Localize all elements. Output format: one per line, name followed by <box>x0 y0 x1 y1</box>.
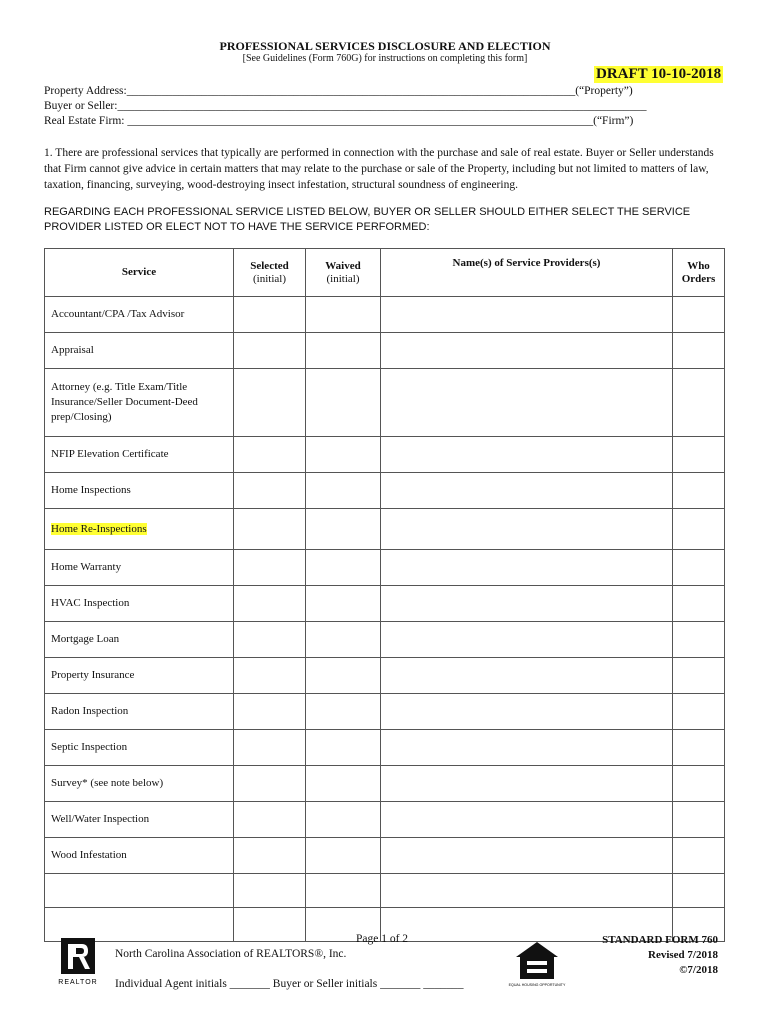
form-title: PROFESSIONAL SERVICES DISCLOSURE AND ELECTION <box>219 39 551 53</box>
selected-cell[interactable] <box>234 802 306 838</box>
service-label: HVAC Inspection <box>51 597 130 609</box>
waived-cell[interactable] <box>306 622 381 658</box>
table-header-row <box>45 249 725 297</box>
service-label: Wood Infestation <box>51 849 127 861</box>
realtor-logo-icon <box>56 936 100 988</box>
service-label: Home Inspections <box>51 484 131 496</box>
service-label: Home Warranty <box>51 561 122 573</box>
table-row <box>45 622 725 658</box>
eho-text: EQUAL HOUSING OPPORTUNITY <box>508 983 566 987</box>
service-cell <box>45 838 234 874</box>
providers-cell[interactable] <box>381 802 673 838</box>
selected-cell[interactable] <box>234 586 306 622</box>
service-header: Service <box>45 249 234 297</box>
service-label: NFIP Elevation Certificate <box>51 448 169 460</box>
draft-badge: DRAFT 10-10-2018 <box>596 66 722 82</box>
selected-cell[interactable] <box>234 333 306 369</box>
service-label: Radon Inspection <box>51 705 129 717</box>
service-label: Appraisal <box>51 344 94 356</box>
initials-line[interactable]: Individual Agent initials _______ Buyer or Seller initials _______ _______ <box>115 978 464 990</box>
real-estate-firm-field[interactable]: Real Estate Firm: _________________________________________________________________________________(“Firm”) <box>44 115 634 127</box>
equal-housing-icon <box>508 939 566 989</box>
providers-cell[interactable] <box>381 874 673 908</box>
table-row <box>45 297 725 333</box>
service-cell <box>45 730 234 766</box>
waived-cell[interactable] <box>306 297 381 333</box>
waived-cell[interactable] <box>306 766 381 802</box>
waived-cell[interactable] <box>306 369 381 437</box>
waived-cell[interactable] <box>306 838 381 874</box>
service-cell <box>45 802 234 838</box>
selected-cell[interactable] <box>234 509 306 550</box>
intro-paragraph: 1. There are professional services that typically are performed in connection with the purchase and sale of real estate. Buyer or Seller understands that Firm cannot give advice in certain matters that may relate to the purchase or sale of the Property, including but not limited to matters of law, taxation, financing, surveying, wood-destroying insect infestation, structural soundness of engineering. <box>44 147 714 191</box>
service-label: Survey* (see note below) <box>51 777 164 789</box>
providers-cell[interactable] <box>381 622 673 658</box>
waived-cell[interactable] <box>306 333 381 369</box>
standard-form-label: STANDARD FORM 760 <box>602 934 718 946</box>
service-label: Mortgage Loan <box>51 633 120 645</box>
who-orders-cell[interactable] <box>673 333 725 369</box>
selected-cell[interactable] <box>234 369 306 437</box>
service-cell <box>45 437 234 473</box>
table-row <box>45 437 725 473</box>
service-label: Home Re-Inspections <box>51 522 147 535</box>
providers-cell[interactable] <box>381 297 673 333</box>
selected-cell[interactable] <box>234 297 306 333</box>
service-label: Attorney (e.g. Title Exam/Title Insurance/Seller Document-Deed prep/Closing) <box>51 381 198 423</box>
table-row <box>45 730 725 766</box>
who-orders-header: Who Orders <box>673 249 725 297</box>
providers-cell[interactable] <box>381 694 673 730</box>
providers-cell[interactable] <box>381 586 673 622</box>
providers-cell[interactable] <box>381 658 673 694</box>
service-cell <box>45 333 234 369</box>
who-orders-cell[interactable] <box>673 550 725 586</box>
table-row <box>45 874 725 908</box>
copyright-label: ©7/2018 <box>679 964 718 976</box>
providers-cell[interactable] <box>381 838 673 874</box>
who-orders-cell[interactable] <box>673 473 725 509</box>
revised-label: Revised 7/2018 <box>648 949 718 961</box>
table-row <box>45 509 725 550</box>
providers-cell[interactable] <box>381 369 673 437</box>
waived-cell[interactable] <box>306 658 381 694</box>
regarding-instructions: REGARDING EACH PROFESSIONAL SERVICE LISTED BELOW, BUYER OR SELLER SHOULD EITHER SELECT THE SERVICE PROVIDER LISTED OR ELECT NOT TO HAVE THE SERVICE PERFORMED: <box>44 206 691 233</box>
selected-cell[interactable] <box>234 766 306 802</box>
waived-cell[interactable] <box>306 437 381 473</box>
buyer-seller-field[interactable]: Buyer or Seller:____________________________________________________________________________________________ <box>44 100 647 112</box>
who-orders-cell[interactable] <box>673 874 725 908</box>
service-cell <box>45 473 234 509</box>
waived-cell[interactable] <box>306 509 381 550</box>
who-orders-cell[interactable] <box>673 838 725 874</box>
selected-cell[interactable] <box>234 622 306 658</box>
selected-cell[interactable] <box>234 908 306 942</box>
selected-cell[interactable] <box>234 838 306 874</box>
selected-cell[interactable] <box>234 694 306 730</box>
waived-cell[interactable] <box>306 802 381 838</box>
providers-header: Name(s) of Service Providers(s) <box>381 249 673 297</box>
table-row <box>45 473 725 509</box>
service-cell <box>45 766 234 802</box>
selected-cell[interactable] <box>234 550 306 586</box>
who-orders-cell[interactable] <box>673 658 725 694</box>
selected-cell[interactable] <box>234 730 306 766</box>
table-row <box>45 550 725 586</box>
service-cell <box>45 586 234 622</box>
providers-cell[interactable] <box>381 333 673 369</box>
who-orders-cell[interactable] <box>673 766 725 802</box>
service-label: Well/Water Inspection <box>51 813 150 825</box>
waived-cell[interactable] <box>306 694 381 730</box>
property-address-field[interactable]: Property Address:______________________________________________________________________________(“Property”) <box>44 85 633 97</box>
service-cell <box>45 550 234 586</box>
waived-cell[interactable] <box>306 473 381 509</box>
who-orders-cell[interactable] <box>673 586 725 622</box>
table-row <box>45 333 725 369</box>
service-cell <box>45 509 234 550</box>
selected-cell[interactable] <box>234 473 306 509</box>
providers-cell[interactable] <box>381 437 673 473</box>
providers-cell[interactable] <box>381 509 673 550</box>
service-cell <box>45 297 234 333</box>
selected-cell[interactable] <box>234 437 306 473</box>
standard-form-block <box>602 933 718 978</box>
waived-cell[interactable] <box>306 874 381 908</box>
service-label: Property Insurance <box>51 669 135 681</box>
service-cell <box>45 622 234 658</box>
service-cell <box>45 658 234 694</box>
service-label: Septic Inspection <box>51 741 128 753</box>
waived-cell[interactable] <box>306 550 381 586</box>
who-orders-cell[interactable] <box>673 297 725 333</box>
table-row <box>45 586 725 622</box>
service-cell <box>45 694 234 730</box>
selected-cell[interactable] <box>234 874 306 908</box>
realtor-logo-text: REALTOR <box>58 979 98 986</box>
services-table <box>44 248 725 942</box>
who-orders-cell[interactable] <box>673 437 725 473</box>
table-row <box>45 766 725 802</box>
who-orders-cell[interactable] <box>673 730 725 766</box>
providers-cell[interactable] <box>381 730 673 766</box>
table-row <box>45 369 725 437</box>
table-row <box>45 802 725 838</box>
providers-cell[interactable] <box>381 766 673 802</box>
association-name: North Carolina Association of REALTORS®, Inc. <box>115 948 347 960</box>
waived-cell[interactable] <box>306 586 381 622</box>
providers-cell[interactable] <box>381 473 673 509</box>
waived-cell[interactable] <box>306 730 381 766</box>
service-cell <box>45 874 234 908</box>
service-cell <box>45 369 234 437</box>
selected-cell[interactable] <box>234 658 306 694</box>
form-subtitle: [See Guidelines (Form 760G) for instructions on completing this form] <box>242 53 528 64</box>
service-label: Accountant/CPA /Tax Advisor <box>51 308 185 320</box>
who-orders-cell[interactable] <box>673 694 725 730</box>
providers-cell[interactable] <box>381 550 673 586</box>
page-number: Page 1 of 2 <box>356 933 409 945</box>
table-row <box>45 838 725 874</box>
who-orders-cell[interactable] <box>673 622 725 658</box>
waived-header: Waived (initial) <box>306 249 381 297</box>
selected-header: Selected (initial) <box>234 249 306 297</box>
table-row <box>45 658 725 694</box>
table-row <box>45 694 725 730</box>
who-orders-cell[interactable] <box>673 369 725 437</box>
who-orders-cell[interactable] <box>673 509 725 550</box>
who-orders-cell[interactable] <box>673 802 725 838</box>
